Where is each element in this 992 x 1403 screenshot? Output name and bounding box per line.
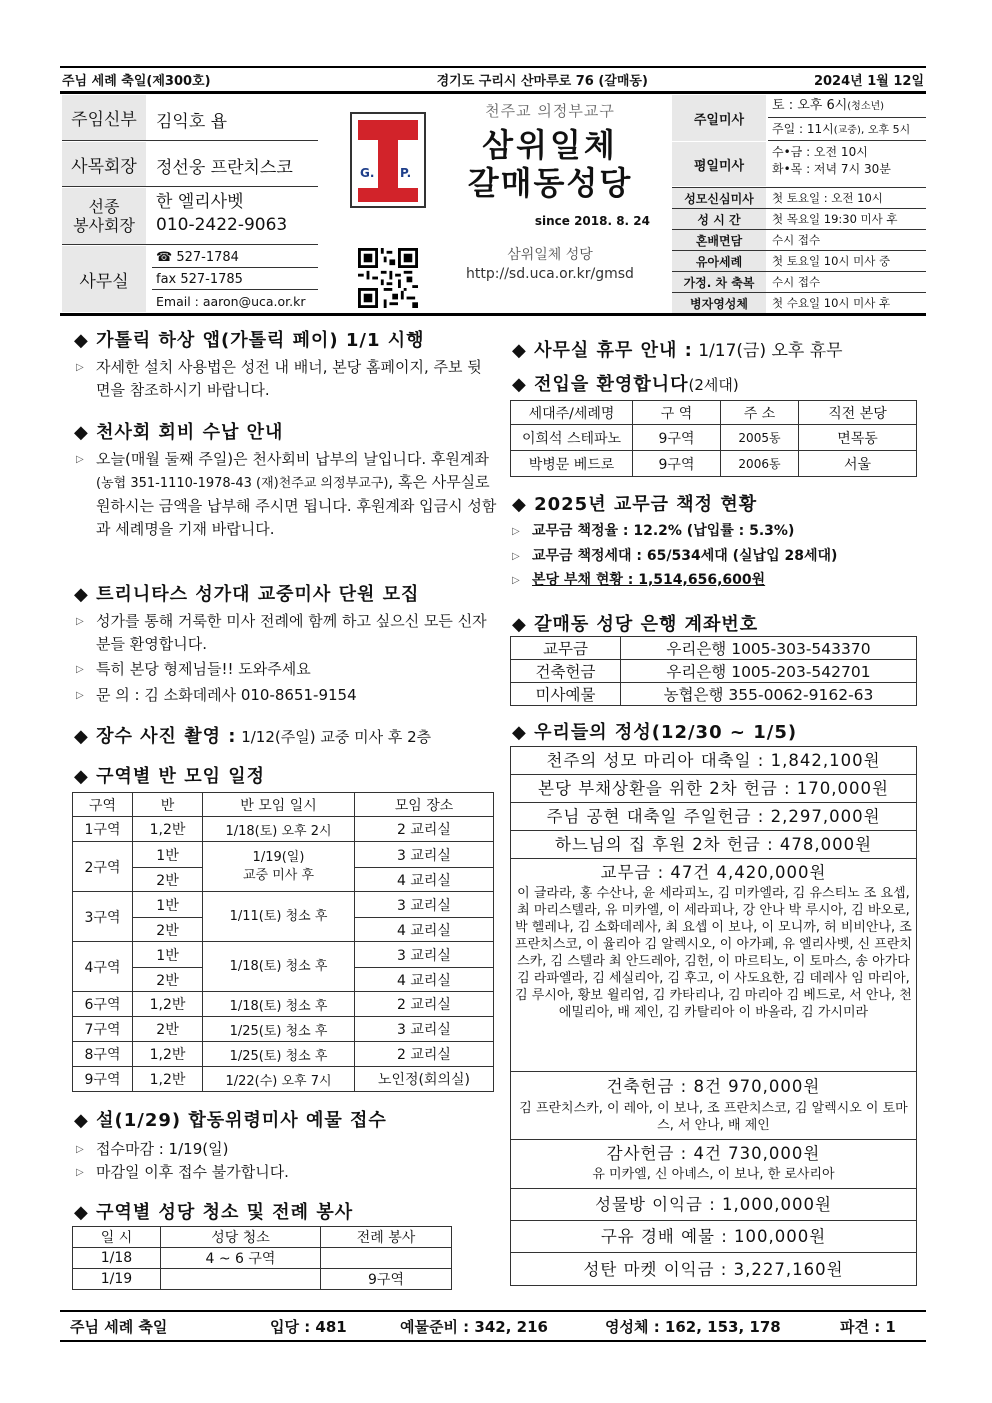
schedule-row-label: 혼배면담 — [672, 230, 766, 250]
offering-item: 하느님의 집 후원 2차 헌금 : 478,000원 — [510, 830, 917, 859]
parish-debt: ▷ 본당 부채 현황 : 1,514,656,600원 — [512, 572, 766, 588]
site-name: 삼위일체 성당 — [507, 247, 593, 263]
mass-schedule: 주일미사 토 : 오후 6시(청소년) 주일 : 11시(교중), 오후 5시 평일미사 수•금 : 오전 10시 화•목 : 저녁 7시 30분 성모신심미사 첫 토요일 : 오전 10시 성 시 간 첫 목요일 19:30 미사 후 혼배면담 수시 접수 유아세례 첫 토요일 10시 미사 중 가정. 차 축복 수시 접수 병자영성체 첫 수요일 10시 미사 후 — [672, 95, 926, 313]
site-url[interactable]: http://sd.uca.or.kr/gmsd — [466, 266, 634, 282]
meet-ban: 1반 — [133, 892, 203, 918]
parish-logo: G. P. — [350, 112, 426, 208]
schedule-row-value: 첫 목요일 19:30 미사 후 — [772, 212, 898, 226]
address: 경기도 구리시 산마루로 76 (갈매동) — [436, 74, 648, 89]
welcome-table — [510, 400, 917, 477]
schedule-row-label: 가정. 차 축복 — [672, 272, 766, 292]
choir-title: ◆ 트리니타스 성가대 교중미사 단원 모집 — [74, 584, 420, 605]
memorial-deadline: ▷ 접수마감 : 1/19(일) — [76, 1140, 229, 1158]
qr-code[interactable] — [358, 248, 418, 308]
schedule-row — [672, 209, 926, 230]
bank-account: 우리은행 1005-203-542701 — [621, 660, 917, 683]
schedule-row-value: 첫 토요일 : 오전 10시 — [772, 191, 883, 205]
tithe-donor-names: 이 글라라, 홍 수산나, 윤 세라피노, 김 미카엘라, 김 유스티노 조 요셉, 최 마리스텔라, 유 미카엘, 이 세라피나, 강 안나 박 루시아, 김 바오로, 박 헬레나, 김 소화데레사, 최 요셉 이 보나, 이 모니까, 허 비비안나, 조 프란치스코, 이 율리아 김 알렉시오, 이 아가페, 유 엘리사벳, 신 프란치스카, 김 스텔라 최 안드레아, 김헌, 이 마르티노, 이 토마스, 송 아가다 김 라파엘라, 김 세실리아, 김 후고, 이 사도요한, 김 데레사 임 마리아, 김 루시아, 황보 윌리엄, 김 카타리나, 김 마리아 김 베드로, 서 안나, 천 에밀리아, 배 제인, 김 카탈리아 이 바올라, 김 가시미라 — [515, 886, 912, 1020]
footer-rule-bottom — [60, 1340, 926, 1342]
choir-text-2: ▷ 특히 본당 형제님들!! 도와주세요 — [76, 660, 311, 678]
clean-row-serve: 9구역 — [321, 1269, 452, 1290]
meet-place: 2 교리실 — [355, 992, 494, 1017]
schedule-row-label: 유아세례 — [672, 251, 766, 271]
meeting-schedule-title: ◆ 구역별 반 모임 일정 — [74, 766, 266, 787]
bank-table — [510, 636, 917, 706]
welcome-col-prev: 직전 본당 — [799, 401, 917, 425]
table-row — [73, 992, 494, 1017]
choir-text-1: ▷ 성가를 통해 거룩한 미사 전례에 함께 하고 싶으신 모든 신자분들 환영합니다. — [76, 612, 487, 653]
footer-communion: 영성체 : 162, 153, 178 — [605, 1318, 781, 1336]
schedule-row-label: 성모신심미사 — [672, 188, 766, 208]
meet-ban: 1,2반 — [133, 992, 203, 1017]
meet-time: 1/18(토) 청소 후 — [203, 942, 355, 992]
cleaning-title: ◆ 구역별 성당 청소 및 전례 봉사 — [74, 1202, 354, 1223]
tithe-rate: ▷ 교무금 책정율 : 12.2% (납입률 : 5.3%) — [512, 523, 795, 539]
bank-label: 미사예물 — [511, 683, 621, 706]
table-row — [73, 1017, 494, 1042]
offering-item: 성물방 이익금 : 1,000,000원 — [510, 1188, 917, 1221]
meet-place: 3 교리실 — [355, 1017, 494, 1042]
meet-zone: 7구역 — [73, 1017, 133, 1042]
meet-ban: 2반 — [133, 1017, 203, 1042]
schedule-row — [672, 272, 926, 293]
meet-ban: 1반 — [133, 842, 203, 868]
sat-mass: 토 : 오후 6시 — [772, 98, 848, 113]
pastor-name: 김익호 욥 — [156, 112, 228, 132]
meet-col-ban: 반 — [133, 793, 203, 817]
meet-ban: 1,2반 — [133, 1042, 203, 1067]
longevity-photo-title: ◆ 장수 사진 촬영 : 1/12(주일) 교중 미사 후 2층 — [74, 726, 432, 747]
building-offering: 건축헌금 : 8건 970,000원 김 프란치스카, 이 레아, 이 보나, 조 프란치스코, 김 알렉시오 이 토마스, 서 안나, 배 제인 — [510, 1071, 917, 1140]
footer-rule-top — [60, 1310, 926, 1312]
welcome-zone: 9구역 — [633, 425, 721, 451]
clean-col-date: 일 시 — [73, 1227, 161, 1248]
sunday-mass-label: 주일미사 — [672, 95, 766, 141]
footer-stats — [70, 1316, 910, 1338]
meet-time: 1/25(토) 청소 후 — [203, 1042, 355, 1067]
clean-row-date: 1/19 — [73, 1269, 161, 1290]
table-row — [73, 942, 494, 968]
meet-ban: 2반 — [133, 918, 203, 942]
offering-item: 구유 경배 예물 : 100,000원 — [510, 1220, 917, 1253]
clean-row-date: 1/18 — [73, 1248, 161, 1269]
table-row — [73, 842, 494, 868]
table-row — [73, 817, 494, 842]
offering-item: 주님 공현 대축일 주일헌금 : 2,297,000원 — [510, 802, 917, 831]
offering-item: 성탄 마켓 이익금 : 3,227,160원 — [510, 1252, 917, 1286]
header-row — [62, 70, 924, 92]
bank-label: 교무금 — [511, 637, 621, 660]
meet-zone: 6구역 — [73, 992, 133, 1017]
weekday-mass-1: 수•금 : 오전 10시 — [772, 145, 868, 159]
weekday-mass-label: 평일미사 — [672, 142, 766, 186]
meet-col-time: 반 모임 일시 — [203, 793, 355, 817]
schedule-row-label: 성 시 간 — [672, 209, 766, 229]
footer-attendance: 입당 : 481 — [270, 1318, 347, 1336]
welcome-zone: 9구역 — [633, 451, 721, 477]
meet-place: 노인정(회의실) — [355, 1067, 494, 1092]
funeral-label: 선종 봉사회장 — [62, 188, 146, 244]
meet-zone: 9구역 — [73, 1067, 133, 1092]
clean-col-serve: 전례 봉사 — [321, 1227, 452, 1248]
office-label: 사무실 — [62, 246, 146, 312]
footer-feast: 주님 세례 축일 — [70, 1318, 168, 1336]
offering-item: 천주의 성모 마리아 대축일 : 1,842,100원 — [510, 746, 917, 775]
meet-time: 1/18(토) 오후 2시 — [203, 817, 355, 842]
offerings-title: ◆ 우리들의 정성(12/30 ~ 1/5) — [512, 722, 798, 743]
table-row — [73, 1042, 494, 1067]
bank-account: 우리은행 1005-303-543370 — [621, 637, 917, 660]
issue-date: 2024년 1월 12일 — [813, 74, 924, 89]
schedule-row-value: 첫 토요일 10시 미사 중 — [772, 254, 891, 268]
meet-time: 1/11(토) 청소 후 — [203, 892, 355, 942]
welcome-title: ◆ 전입을 환영합니다(2세대) — [512, 374, 739, 395]
welcome-col-zone: 구 역 — [633, 401, 721, 425]
schedule-row — [672, 251, 926, 272]
welcome-addr: 2006동 — [721, 451, 799, 477]
clean-row-clean — [161, 1269, 321, 1290]
angel-fee-text: ▷ 오늘(매월 둘째 주일)은 천사회비 납부의 날입니다. 후원계좌(농협 351-1110-1978-43 (재)천주교 의정부교구), 혹은 사무실로 원하시는 금액을 납부해 주시면 됩니다. 후원계좌 입금시 성함과 세례명을 기재 바랍니다. — [76, 450, 497, 538]
schedule-rows — [672, 187, 926, 314]
office-fax: fax 527-1785 — [152, 269, 318, 290]
since-date: since 2018. 8. 24 — [534, 214, 650, 228]
masthead-rule — [60, 313, 926, 316]
office-closed-title: ◆ 사무실 휴무 안내 : 1/17(금) 오후 휴무 — [512, 340, 843, 361]
schedule-row — [672, 293, 926, 314]
welcome-prev: 서울 — [799, 451, 917, 477]
clean-col-clean: 성당 청소 — [161, 1227, 321, 1248]
funeral-contact: 한 엘리사벳 010-2422-9063 — [156, 192, 288, 235]
schedule-row-value: 첫 수요일 10시 미사 후 — [772, 296, 891, 310]
meet-ban: 2반 — [133, 868, 203, 892]
meet-place: 3 교리실 — [355, 892, 494, 918]
welcome-col-addr: 주 소 — [721, 401, 799, 425]
meet-time: 1/18(토) 청소 후 — [203, 992, 355, 1017]
meet-zone: 8구역 — [73, 1042, 133, 1067]
meet-col-zone: 구역 — [73, 793, 133, 817]
table-row — [73, 1067, 494, 1092]
top-rule — [60, 66, 926, 68]
meet-col-place: 모임 장소 — [355, 793, 494, 817]
meet-zone: 2구역 — [73, 842, 133, 892]
memorial-note: ▷ 마감일 이후 접수 불가합니다. — [76, 1163, 289, 1181]
bank-account: 농협은행 355-0062-9162-63 — [621, 683, 917, 706]
bank-accounts-title: ◆ 갈매동 성당 은행 계좌번호 — [512, 614, 759, 635]
meet-ban: 1,2반 — [133, 1067, 203, 1092]
cleaning-table — [72, 1226, 452, 1290]
schedule-row-value: 수시 접수 — [772, 275, 821, 289]
meet-time: 1/19(일) 교중 미사 후 — [203, 842, 355, 892]
masthead-staff — [62, 95, 318, 313]
clean-row-serve — [321, 1248, 452, 1269]
hasang-app-text: ▷ 자세한 설치 사용법은 성전 내 배너, 본당 홈페이지, 주보 뒷면을 참조하시기 바랍니다. — [76, 358, 482, 399]
meeting-table — [72, 792, 494, 1092]
schedule-row — [672, 230, 926, 251]
thanks-offering: 감사헌금 : 4건 730,000원 유 미카엘, 신 아녜스, 이 보나, 한 로사리아 — [510, 1139, 917, 1189]
schedule-row — [672, 188, 926, 209]
hasang-app-title: ◆ 가톨릭 하상 앱(가톨릭 페이) 1/1 시행 — [74, 330, 425, 351]
tithe-offering: 교무금 : 47건 4,420,000원 이 글라라, 홍 수산나, 윤 세라피노, 김 미카엘라, 김 유스티노 조 요셉, 최 마리스텔라, 유 미카엘, 이 세라피나, 강 안나 박 루시아, 김 바오로, 박 헬레나, 김 소화데레사, 최 요셉 이 보나, 이 모니까, 허 비비안나, 조 프란치스코, 이 율리아 김 알렉시오, 이 아가페, 유 엘리사벳, 신 프란치스카, 김 스텔라 최 안드레아, 김헌, 이 마르티노, 이 토마스, 송 아가다 김 라파엘라, 김 세실리아, 김 후고, 이 사도요한, 김 데레사 임 마리아, 김 루시아, 황보 윌리엄, 김 카타리나, 김 마리아 김 베드로, 서 안나, 천 에밀리아, 배 제인, 김 카탈리아 이 바올라, 김 가시미라 — [510, 858, 917, 1072]
meet-place: 3 교리실 — [355, 942, 494, 968]
meet-zone: 4구역 — [73, 942, 133, 992]
parish-name-1: 삼위일체 — [482, 126, 618, 164]
sun-mass: 주일 : 11시 — [772, 122, 834, 136]
meet-time: 1/22(수) 오후 7시 — [203, 1067, 355, 1092]
diocese-name: 천주교 의정부교구 — [485, 102, 615, 120]
council-name: 정선웅 프란치스코 — [156, 158, 293, 178]
choir-contact: ▷ 문 의 : 김 소화데레사 010-8651-9154 — [76, 686, 357, 704]
angel-fee-title: ◆ 천사회 회비 수납 안내 — [74, 422, 284, 443]
bank-label: 건축헌금 — [511, 660, 621, 683]
footer-offerings: 예물준비 : 342, 216 — [400, 1318, 548, 1336]
welcome-addr: 2005동 — [721, 425, 799, 451]
pastor-label: 주임신부 — [62, 95, 146, 140]
clean-row-clean: 4 ~ 6 구역 — [161, 1248, 321, 1269]
meet-zone: 3구역 — [73, 892, 133, 942]
schedule-row-label: 병자영성체 — [672, 293, 766, 314]
parish-name-2: 갈매동성당 — [467, 164, 633, 202]
meet-place: 2 교리실 — [355, 817, 494, 842]
offering-item: 본당 부채상환을 위한 2차 헌금 : 170,000원 — [510, 774, 917, 803]
meet-time: 1/25(토) 청소 후 — [203, 1017, 355, 1042]
meet-ban: 1반 — [133, 942, 203, 968]
welcome-col-name: 세대주/세례명 — [511, 401, 633, 425]
thanks-donor-names: 유 미카엘, 신 아녜스, 이 보나, 한 로사리아 — [592, 1167, 835, 1182]
meet-place: 2 교리실 — [355, 1042, 494, 1067]
meet-ban: 2반 — [133, 968, 203, 992]
meet-place: 4 교리실 — [355, 918, 494, 942]
office-email[interactable]: Email : aaron@uca.or.kr — [156, 294, 306, 309]
meet-zone: 1구역 — [73, 817, 133, 842]
meet-place: 4 교리실 — [355, 968, 494, 992]
welcome-prev: 면목동 — [799, 425, 917, 451]
building-donor-names: 김 프란치스카, 이 레아, 이 보나, 조 프란치스코, 김 알렉시오 이 토마스, 서 안나, 배 제인 — [519, 1101, 908, 1133]
table-row — [73, 892, 494, 918]
header-rule — [60, 91, 926, 94]
council-label: 사목회장 — [62, 142, 146, 186]
meet-place: 4 교리실 — [355, 868, 494, 892]
welcome-name: 박병문 베드로 — [511, 451, 633, 477]
schedule-row-value: 수시 접수 — [772, 233, 821, 247]
tithe-title: ◆ 2025년 교무금 책정 현황 — [512, 494, 758, 515]
welcome-name: 이희석 스테파노 — [511, 425, 633, 451]
issue-label: 주님 세례 축일(제300호) — [62, 74, 211, 89]
office-phone: ☎ 527-1784 — [152, 247, 318, 268]
footer-dispatch: 파견 : 1 — [840, 1318, 896, 1336]
weekday-mass-2: 화•목 : 저녁 7시 30분 — [772, 162, 891, 176]
tithe-households: ▷ 교무금 책정세대 : 65/534세대 (실납입 28세대) — [512, 548, 838, 564]
meet-ban: 1,2반 — [133, 817, 203, 842]
meet-place: 3 교리실 — [355, 842, 494, 868]
memorial-mass-title: ◆ 설(1/29) 합동위령미사 예물 접수 — [74, 1110, 387, 1131]
